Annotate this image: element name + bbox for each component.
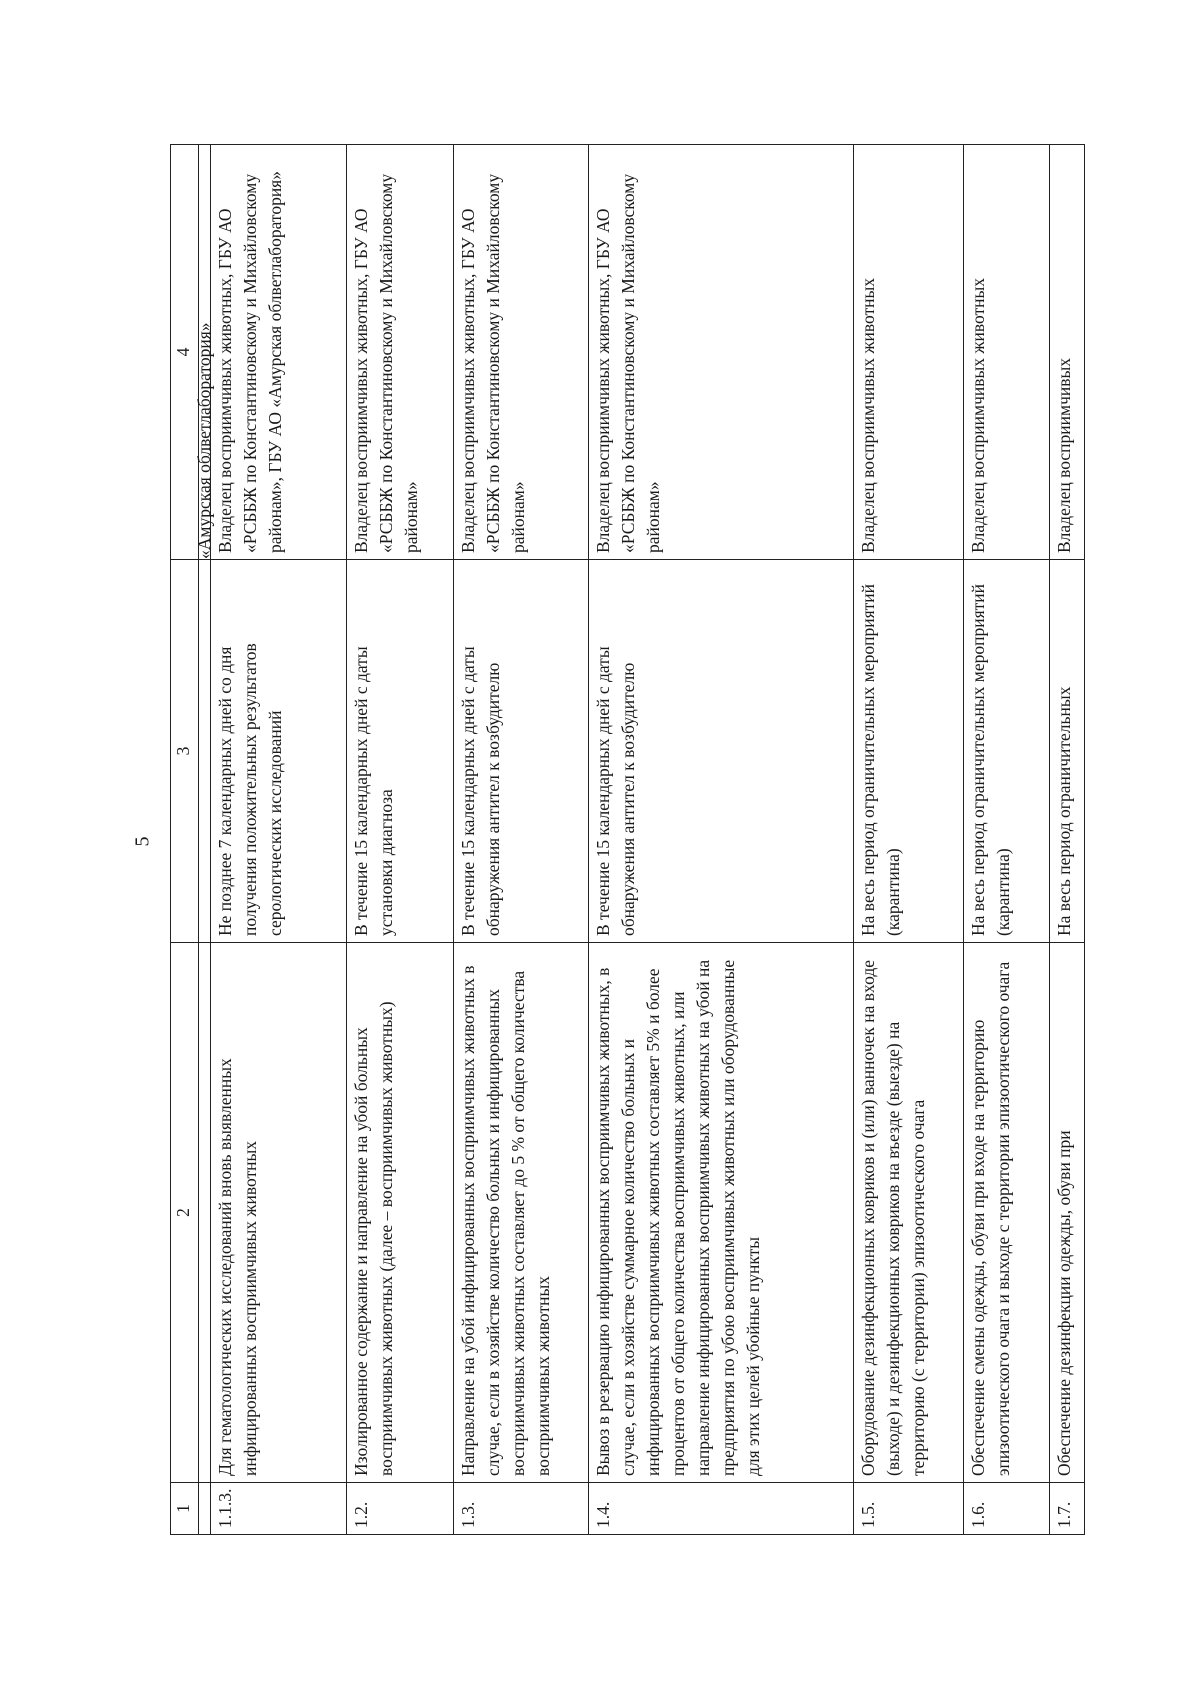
row-measure: Обеспечение дезинфекции одежды, обуви при: [1050, 943, 1085, 1483]
row-executor: Владелец восприимчивых животных, ГБУ АО «РСББЖ по Константиновскому и Михайловскому районам», ГБУ АО «Амурская облветлаборатория»: [210, 145, 346, 560]
table-row: [210, 145, 346, 1535]
row-number: 1.4.: [588, 1483, 853, 1535]
row-term: Не позднее 7 календарных дней со дня получения положительных результатов серологических исследований: [210, 560, 346, 943]
row-term: На весь период ограничительных мероприятий (карантина): [853, 560, 963, 943]
continuation-executor: «Амурская облветлаборатория»: [199, 145, 211, 560]
row-measure: Обеспечение смены одежды, обуви при входе на территорию эпизоотического очага и выходе с территории эпизоотического очага: [963, 943, 1050, 1483]
row-term: В течение 15 календарных дней с даты обнаружения антител к возбудителю: [588, 560, 853, 943]
row-term: На весь период ограничительных мероприятий (карантина): [963, 560, 1050, 943]
row-number: 1.7.: [1050, 1483, 1085, 1535]
row-measure: Изолированное содержание и направление на убой больных восприимчивых животных (далее – восприимчивых животных): [346, 943, 453, 1483]
row-number: 1.6.: [963, 1483, 1050, 1535]
header-col-1: 1: [171, 1483, 199, 1535]
row-term: В течение 15 календарных дней с даты установки диагноза: [346, 560, 453, 943]
row-number: 1.2.: [346, 1483, 453, 1535]
row-term: На весь период ограничительных: [1050, 560, 1085, 943]
row-executor: Владелец восприимчивых животных: [853, 145, 963, 560]
measures-table-container: [170, 145, 1085, 1535]
row-measure: Направление на убой инфицированных восприимчивых животных в случае, если в хозяйстве количество больных и инфицированных восприимчивых животных составляет до 5 % от общего количества восприимчивых животных: [453, 943, 588, 1483]
row-measure: Вывоз в резервацию инфицированных восприимчивых животных, в случае, если в хозяйстве суммарное количество больных и инфицированных восприимчивых животных составляет 5% и более процентов от общего количества восприимчивых животных, или направление инфицированных восприимчивых животных на убой на предприятия по убою восприимчивых животных или оборудованные для этих целей убойные пункты: [588, 943, 853, 1483]
row-executor: Владелец восприимчивых животных: [963, 145, 1050, 560]
row-number: 1.5.: [853, 1483, 963, 1535]
table-row: [588, 145, 853, 1535]
row-executor: Владелец восприимчивых животных, ГБУ АО «РСББЖ по Константиновскому и Михайловскому районам»: [588, 145, 853, 560]
table-row: [963, 145, 1050, 1535]
continuation-row: [199, 145, 211, 1535]
header-col-4: 4: [171, 145, 199, 560]
measures-table: [170, 144, 1085, 1535]
header-col-3: 3: [171, 560, 199, 943]
row-executor: Владелец восприимчивых животных, ГБУ АО «РСББЖ по Константиновскому и Михайловскому районам»: [346, 145, 453, 560]
page-number: 5: [131, 836, 154, 847]
table-row: [453, 145, 588, 1535]
row-executor: Владелец восприимчивых: [1050, 145, 1085, 560]
row-term: В течение 15 календарных дней с даты обнаружения антител к возбудителю: [453, 560, 588, 943]
row-measure: Для гематологических исследований вновь выявленных инфицированных восприимчивых животных: [210, 943, 346, 1483]
table-row: [346, 145, 453, 1535]
table-row: [1050, 145, 1085, 1535]
row-number: 1.1.3.: [210, 1483, 346, 1535]
row-number: 1.3.: [453, 1483, 588, 1535]
row-measure: Оборудование дезинфекционных ковриков и (или) ванночек на входе (выходе) и дезинфекционных ковриков на въезде (выезде) на территорию (с территории) эпизоотического очага: [853, 943, 963, 1483]
header-col-2: 2: [171, 943, 199, 1483]
table-row: [853, 145, 963, 1535]
row-executor: Владелец восприимчивых животных, ГБУ АО «РСББЖ по Константиновскому и Михайловскому районам»: [453, 145, 588, 560]
